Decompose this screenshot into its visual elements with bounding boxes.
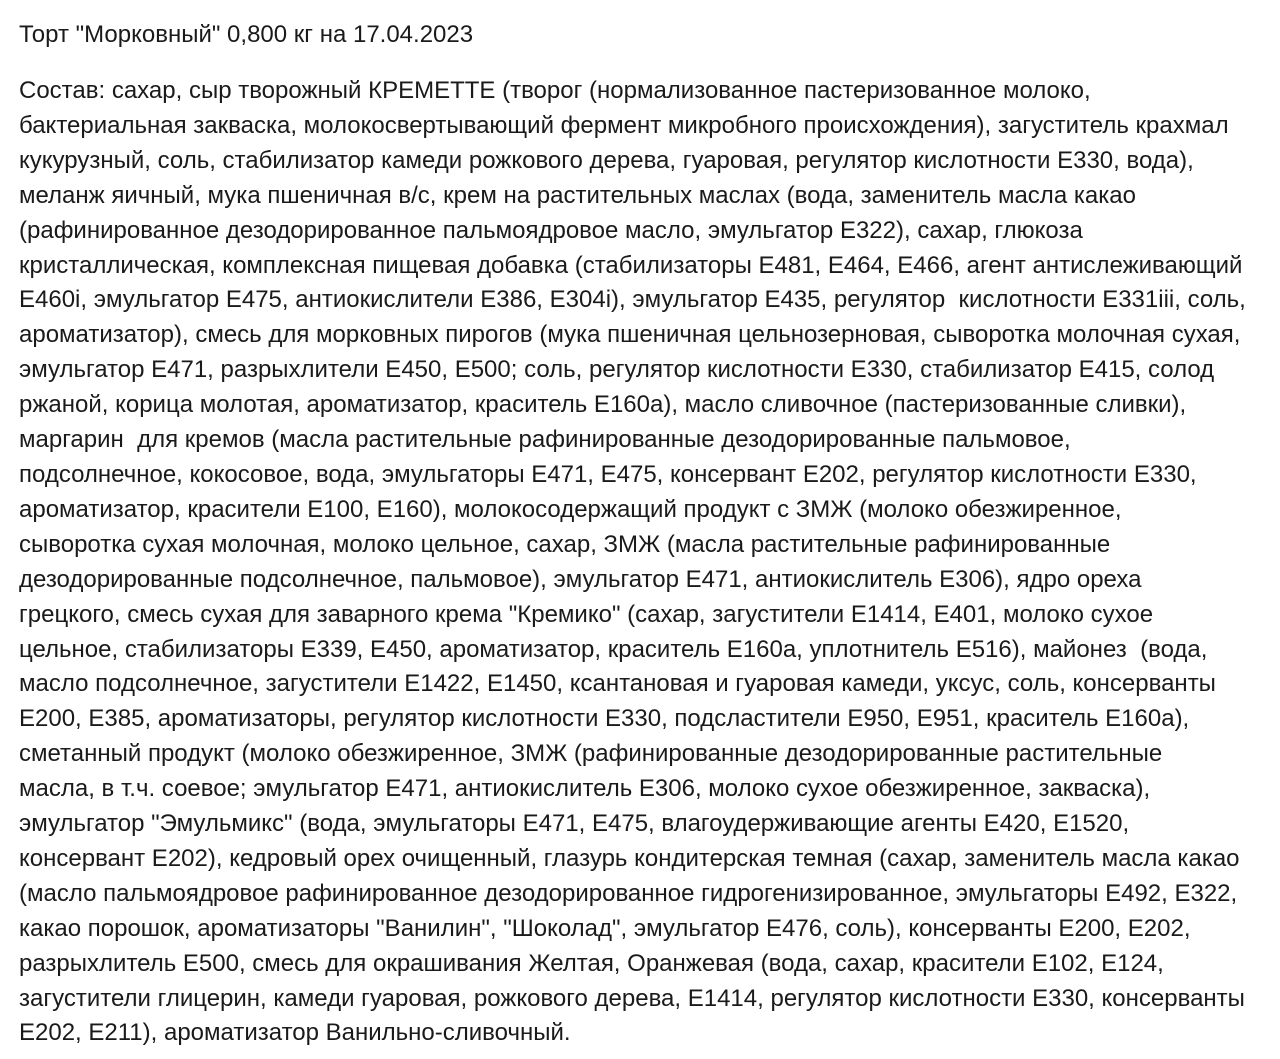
composition-line: эмульгатор Е471, разрыхлители Е450, Е500; соль, регулятор кислотности Е330, стабилизатор Е415, солод: [19, 356, 1215, 384]
composition-line: консервант Е202), кедровый орех очищенный, глазурь кондитерская темная (сахар, заменитель масла какао: [19, 844, 1240, 872]
composition-line: Е200, Е385, ароматизаторы, регулятор кислотности Е330, подсластители Е950, Е951, краситель Е160а),: [19, 705, 1190, 733]
composition-line: ароматизатор, красители Е100, Е160), молокосодержащий продукт с ЗМЖ (молоко обезжиренное,: [19, 495, 1122, 523]
composition-line: цельное, стабилизаторы Е339, Е450, ароматизатор, краситель Е160а, уплотнитель Е516), майонез (вода,: [19, 635, 1208, 663]
composition-line: масло подсолнечное, загустители Е1422, Е1450, ксантановая и гуаровая камеди, уксус, соль, консерванты: [19, 670, 1216, 698]
document-page: [19, 17, 1274, 1051]
composition-line: сметанный продукт (молоко обезжиренное, ЗМЖ (рафинированные дезодорированные растительные: [19, 740, 1163, 768]
composition-line: Состав: сахар, сыр творожный КРЕМЕТТЕ (творог (нормализованное пастеризованное молоко,: [19, 77, 1091, 104]
composition-line: разрыхлитель Е500, смесь для окрашивания Желтая, Оранжевая (вода, сахар, красители Е102, Е124,: [19, 949, 1164, 977]
composition-line: маргарин для кремов (масла растительные рафинированные дезодорированные пальмовое,: [19, 426, 1071, 454]
composition-line: сыворотка сухая молочная, молоко цельное, сахар, ЗМЖ (масла растительные рафинированные: [19, 530, 1111, 558]
composition-text: [19, 74, 1274, 1051]
composition-line: меланж яичный, мука пшеничная в/с, крем на растительных маслах (вода, заменитель масла какао: [19, 181, 1136, 209]
composition-line: Е460i, эмульгатор Е475, антиокислители Е386, Е304i), эмульгатор Е435, регулятор кислотности Е331iii, соль,: [19, 286, 1246, 314]
composition-line: ржаной, корица молотая, ароматизатор, краситель Е160а), масло сливочное (пастеризованные сливки),: [19, 391, 1187, 419]
composition-line: Е202, Е211), ароматизатор Ванильно-сливочный.: [19, 1019, 571, 1047]
composition-line: масла, в т.ч. соевое; эмульгатор Е471, антиокислитель Е306, молоко сухое обезжиренное, закваска),: [19, 775, 1151, 803]
composition-line: (масло пальмоядровое рафинированное дезодорированное гидрогенизированное, эмульгаторы Е492, Е322,: [19, 879, 1238, 907]
composition-line: грецкого, смесь сухая для заварного крема "Кремико" (сахар, загустители Е1414, Е401, молоко сухое: [19, 600, 1154, 628]
composition-line: кукурузный, соль, стабилизатор камеди рожкового дерева, гуаровая, регулятор кислотности Е330, вода),: [19, 146, 1194, 174]
composition-line: загустители глицерин, камеди гуаровая, рожкового дерева, Е1414, регулятор кислотности Е330, консерванты: [19, 984, 1245, 1012]
composition-line: какао порошок, ароматизаторы "Ванилин", "Шоколад", эмульгатор Е476, соль), консерванты Е200, Е202,: [19, 914, 1191, 942]
composition-line: эмульгатор "Эмульмикс" (вода, эмульгаторы Е471, Е475, влагоудерживающие агенты Е420, Е1520,: [19, 810, 1130, 838]
composition-line: бактериальная закваска, молокосвертывающий фермент микробного происхождения), загуститель крахмал: [19, 111, 1229, 139]
composition-line: подсолнечное, кокосовое, вода, эмульгаторы Е471, Е475, консервант Е202, регулятор кислотности Е330,: [19, 460, 1197, 488]
composition-line: ароматизатор), смесь для морковных пирогов (мука пшеничная цельнозерновая, сыворотка молочная сухая,: [19, 321, 1241, 349]
product-title: Торт "Морковный" 0,800 кг на 17.04.2023: [19, 21, 474, 48]
composition-line: кристаллическая, комплексная пищевая добавка (стабилизаторы Е481, Е464, Е466, агент антислеживающий: [19, 251, 1243, 279]
composition-line: дезодорированные подсолнечное, пальмовое), эмульгатор Е471, антиокислитель Е306), ядро ореха: [19, 565, 1142, 593]
composition-line: (рафинированное дезодорированное пальмоядровое масло, эмульгатор Е322), сахар, глюкоза: [19, 216, 1083, 244]
